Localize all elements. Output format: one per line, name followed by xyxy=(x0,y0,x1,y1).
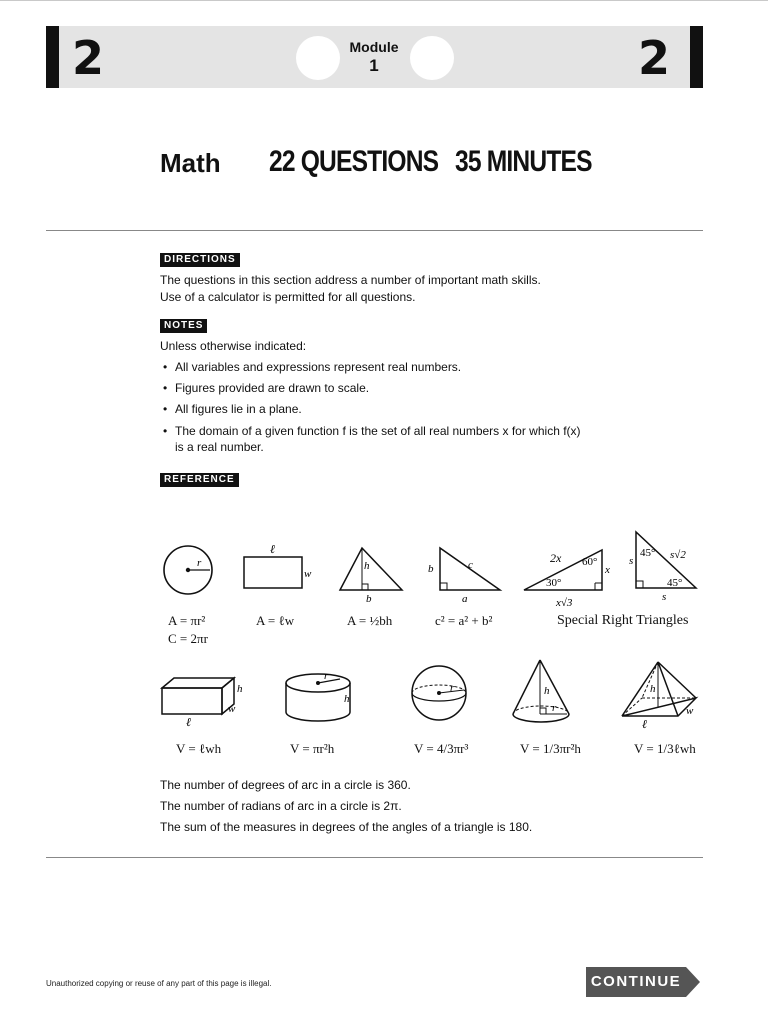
notes-tag: NOTES xyxy=(160,319,207,333)
svg-text:h: h xyxy=(544,685,550,697)
box-figure xyxy=(158,672,248,732)
module-indicator xyxy=(334,38,414,76)
svg-text:s: s xyxy=(662,591,667,603)
directions-line-1: The questions in this section address a number of important math skills. xyxy=(160,273,541,287)
module-circle-right xyxy=(410,36,454,80)
notes-bullet-4: The domain of a given function f is the set of all real numbers x for which f(x) xyxy=(175,424,581,438)
top-border xyxy=(0,0,768,1)
bullet-dot: • xyxy=(163,360,168,374)
svg-text:x: x xyxy=(605,564,610,576)
cone-figure xyxy=(508,656,574,728)
svg-text:h: h xyxy=(364,560,370,572)
pythagorean-formula: c² = a² + b² xyxy=(435,613,493,628)
question-count: 22 QUESTIONS xyxy=(269,145,439,178)
module-number: 1 xyxy=(369,56,379,75)
module-label: Module xyxy=(349,39,399,55)
bullet-dot: • xyxy=(163,424,168,438)
pyramid-figure xyxy=(618,658,704,732)
svg-text:c: c xyxy=(468,559,473,571)
svg-text:h: h xyxy=(650,683,656,695)
divider-top xyxy=(46,230,703,231)
cylinder-volume-formula: V = πr²h xyxy=(290,741,335,756)
svg-text:w: w xyxy=(686,705,694,717)
copyright-notice: Unauthorized copying or reuse of any part of this page is illegal. xyxy=(46,979,272,988)
box-volume-formula: V = ℓwh xyxy=(176,741,222,756)
fact-radians: The number of radians of arc in a circle is 2π. xyxy=(160,799,402,813)
notes-bullet-2: Figures provided are drawn to scale. xyxy=(175,381,370,395)
notes-bullet-1: All variables and expressions represent real numbers. xyxy=(175,360,462,374)
right-triangle-figure xyxy=(424,544,504,606)
svg-text:r: r xyxy=(450,682,455,694)
page-title: Math xyxy=(160,148,221,178)
header-bar-right xyxy=(690,26,703,88)
fact-triangle-sum: The sum of the measures in degrees of the angles of a triangle is 180. xyxy=(160,820,533,834)
cylinder-figure xyxy=(282,670,358,726)
notes-bullet-3: All figures lie in a plane. xyxy=(175,402,302,416)
svg-text:s√2: s√2 xyxy=(670,549,686,561)
svg-text:ℓ: ℓ xyxy=(186,715,191,729)
svg-text:a: a xyxy=(462,593,468,605)
directions-line-2: Use of a calculator is permitted for all questions. xyxy=(160,290,416,304)
triangle-30-60-90-figure xyxy=(520,544,620,610)
rectangle-figure xyxy=(240,543,320,593)
svg-text:60°: 60° xyxy=(582,556,598,568)
time-limit: 35 MINUTES xyxy=(455,145,592,178)
svg-text:ℓ: ℓ xyxy=(642,717,647,731)
sphere-volume-formula: V = 4/3πr³ xyxy=(414,741,469,756)
triangle-45-45-90-figure xyxy=(626,528,700,604)
triangle-area-formula: A = ½bh xyxy=(347,613,393,628)
sphere-figure xyxy=(408,662,470,724)
continue-label: CONTINUE xyxy=(590,973,682,990)
header-bar-left xyxy=(46,26,59,88)
svg-text:45°: 45° xyxy=(640,547,656,559)
circle-figure xyxy=(160,540,220,600)
svg-text:2x: 2x xyxy=(550,551,562,565)
svg-text:h: h xyxy=(344,693,350,705)
notes-bullet-4-cont: is a real number. xyxy=(175,440,264,454)
rectangle-area-formula: A = ℓw xyxy=(256,613,295,628)
cone-volume-formula: V = 1/3πr²h xyxy=(520,741,581,756)
svg-text:s: s xyxy=(629,555,634,567)
circle-circumference-formula: C = 2πr xyxy=(168,631,208,646)
continue-button[interactable] xyxy=(586,967,700,997)
svg-text:w: w xyxy=(304,568,312,580)
bullet-dot: • xyxy=(163,402,168,416)
divider-bottom xyxy=(46,857,703,858)
special-triangles-label: Special Right Triangles xyxy=(557,613,689,628)
section-number-left: 2 xyxy=(72,31,105,85)
section-number-right: 2 xyxy=(638,31,671,85)
svg-text:ℓ: ℓ xyxy=(270,542,275,556)
circle-area-formula: A = πr² xyxy=(168,613,206,628)
svg-text:h: h xyxy=(237,683,243,695)
svg-text:30°: 30° xyxy=(546,577,562,589)
reference-tag: REFERENCE xyxy=(160,473,239,487)
notes-intro: Unless otherwise indicated: xyxy=(160,339,307,353)
svg-text:r: r xyxy=(552,702,557,714)
svg-text:w: w xyxy=(228,703,236,715)
svg-text:b: b xyxy=(366,593,372,605)
svg-text:x√3: x√3 xyxy=(556,597,573,609)
svg-text:r: r xyxy=(197,557,202,569)
svg-text:45°: 45° xyxy=(667,577,683,589)
directions-tag: DIRECTIONS xyxy=(160,253,240,267)
fact-degrees: The number of degrees of arc in a circle is 360. xyxy=(160,778,411,792)
svg-text:r: r xyxy=(324,670,329,682)
svg-text:b: b xyxy=(428,563,434,575)
bullet-dot: • xyxy=(163,381,168,395)
pyramid-volume-formula: V = 1/3ℓwh xyxy=(634,741,696,756)
triangle-figure xyxy=(336,544,406,606)
